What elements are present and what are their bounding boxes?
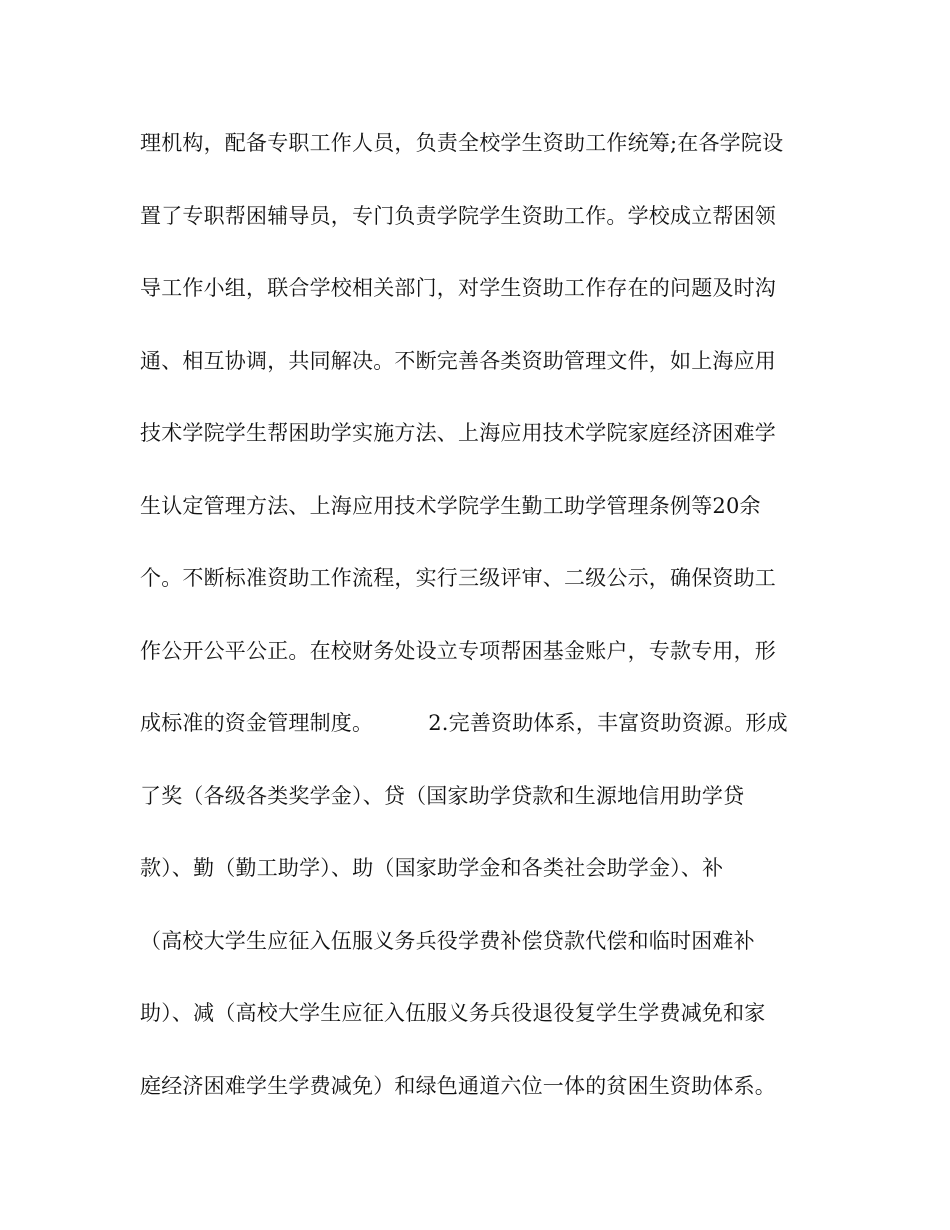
text-line-6: 生认定管理方法、上海应用技术学院学生勤工助学管理条例等20余 xyxy=(140,493,761,518)
text-line-2: 置了专职帮困辅导员，专门负责学院学生资助工作。学校成立帮困领 xyxy=(140,203,776,228)
text-line-10: 了奖（各级各类奖学金）、贷（国家助学贷款和生源地信用助学贷 xyxy=(140,783,745,808)
text-line-7: 个。不断标准资助工作流程，实行三级评审、二级公示，确保资助工 xyxy=(140,566,776,590)
text-line-5: 技术学院学生帮困助学实施方法、上海应用技术学院家庭经济困难学 xyxy=(140,421,776,445)
text-line-14: 庭经济困难学生学费减免）和绿色通道六位一体的贫困生资助体系。 xyxy=(140,1073,776,1098)
text-line-8: 作公开公平公正。在校财务处设立专项帮困基金账户，专款专用，形 xyxy=(140,638,776,663)
text-line-11: 款）、勤（勤工助学）、助（国家助学金和各类社会助学金）、补 xyxy=(140,856,724,880)
text-line-9: 成标准的资金管理制度。 2.完善资助体系，丰富资助资源。形成 xyxy=(140,711,788,735)
text-line-4: 通、相互协调，共同解决。不断完善各类资助管理文件，如上海应用 xyxy=(140,348,776,373)
text-line-13: 助）、减（高校大学生应征入伍服义务兵役退役复学生学费减免和家 xyxy=(140,1001,766,1025)
text-line-1: 理机构，配备专职工作人员，负责全校学生资助工作统筹;在各学院设 xyxy=(140,131,784,155)
body-text xyxy=(140,125,820,1140)
text-line-12: （高校大学生应征入伍服义务兵役学费补偿贷款代偿和临时困难补 xyxy=(140,928,755,953)
text-line-3: 导工作小组，联合学校相关部门，对学生资助工作存在的问题及时沟 xyxy=(140,276,776,300)
